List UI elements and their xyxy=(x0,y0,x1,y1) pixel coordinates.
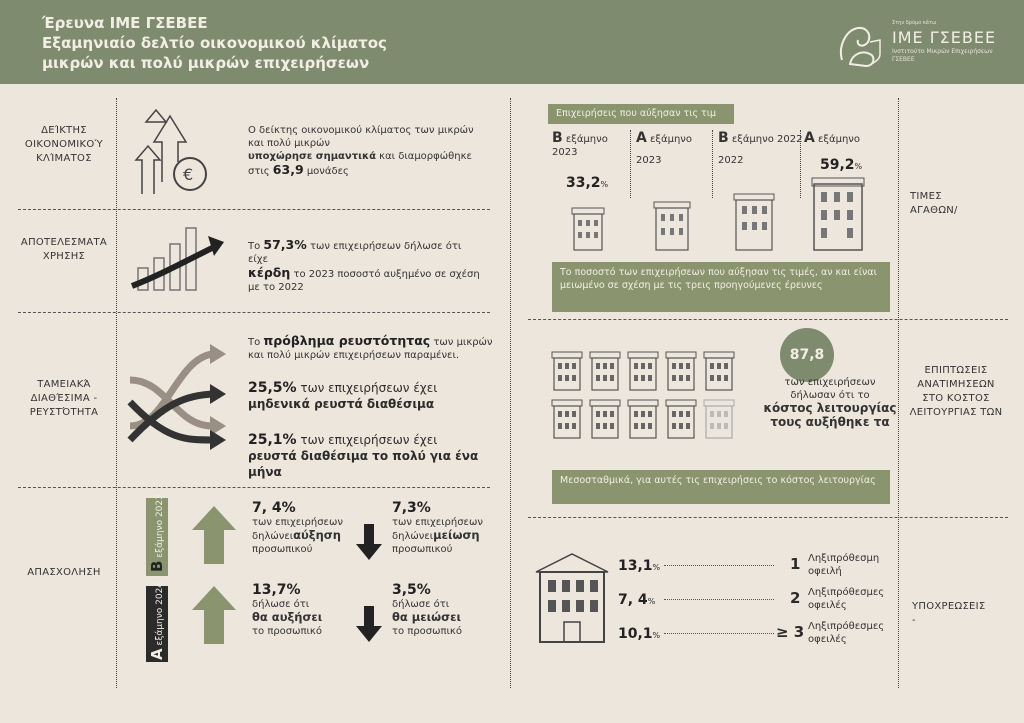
section-label-prices: ΤΙΜΕΣ ΑΓΑΘΩΝ/ xyxy=(910,191,958,216)
prices-summary-bar: Το ποσοστό των επιχειρήσεων που αύξησαν τις τιμές, αν και είναι μειωμένο σε σχέση με τις τρεις προηγούμενες έρευνες xyxy=(552,262,890,312)
title-line-1: Έρευνα ΙΜΕ ΓΣΕΒΕΕ xyxy=(42,14,208,32)
debt-row-2-value: 7, 4% xyxy=(618,592,656,608)
debt-row-2-connector xyxy=(664,599,774,600)
building-icon xyxy=(666,400,696,438)
debt-row-1-connector xyxy=(664,565,774,566)
row-divider-1 xyxy=(18,209,490,210)
price-period-b2022: Β εξάμηνο 2022 2022 xyxy=(718,130,803,166)
title-line-3: μικρών και πολύ μικρών επιχειρήσεων xyxy=(42,54,370,72)
bar-growth-arrow-icon xyxy=(128,222,228,294)
building-icon xyxy=(590,352,620,390)
left-divider-1 xyxy=(116,98,117,688)
building-icon xyxy=(704,352,734,390)
price-value-b2023: 33,2% xyxy=(566,175,609,191)
cost-text: των επιχειρήσεων δήλωσαν ότι το κόστος λειτουργίας τους αυξήθηκε τα xyxy=(763,377,897,429)
period-tag-b-2023: B εξάμηνο 2023 xyxy=(146,498,168,576)
price-value-a2022: 59,2% xyxy=(820,157,863,173)
cost-summary-bar: Μεσοσταθμικά, για αυτές τις επιχειρήσεις το κόστος λειτουργίας xyxy=(552,470,890,504)
price-period-a2023: Α εξάμηνο 2023 xyxy=(636,130,693,166)
center-divider xyxy=(510,98,511,688)
debt-row-1-count: 1 xyxy=(790,555,801,573)
lion-logo-icon xyxy=(832,20,884,70)
right-row-divider-2 xyxy=(528,517,1008,518)
logo-subtitle: Ινστιτούτο Μικρών Επιχειρήσεων ΓΣΕΒΕΕ xyxy=(892,48,993,63)
debt-row-2-count: 2 xyxy=(790,589,801,607)
building-icon xyxy=(628,400,658,438)
debt-row-2-label: Ληξιπρόθεσμες οφειλές xyxy=(808,587,885,611)
results-text: Το 57,3% των επιχειρήσεων δήλωσε ότι είχε κέρδη το 2023 ποσοστό αυξημένο σε σχέση με το 2022 xyxy=(248,237,480,293)
page-title xyxy=(42,13,387,73)
building-icon xyxy=(666,352,696,390)
logo-tagline: Στην δρόμο κάτω xyxy=(892,20,937,26)
building-icon xyxy=(704,400,734,438)
logo-name: ΙΜΕ ΓΣΕΒΕΕ xyxy=(892,28,997,47)
building-icon xyxy=(572,208,604,250)
buildings-grid-icon xyxy=(550,350,740,442)
office-building-icon xyxy=(534,552,610,644)
section-label-costs: ΕΠΙΠΤΩΣΕΙΣ ΑΝΑΤΙΜΗΣΕΩΝ ΣΤΟ ΚΟΣΤΟΣ ΛΕΙΤΟΥΡΓΙΑΣ ΤΩΝ xyxy=(909,365,1003,418)
cost-percent-badge: 87,8 xyxy=(780,328,834,382)
building-icon xyxy=(812,178,864,250)
employment-decrease-2023: 7,3% των επιχειρήσεων δηλώνειμείωση προσωπικού xyxy=(392,500,483,555)
crossing-arrows-icon xyxy=(126,340,230,460)
section-label-results: ΑΠΟΤΕΛΕΣΜΑΤΑ ΧΡΗΣΗΣ xyxy=(20,237,108,262)
section-label-liquidity: ΤΑΜΕΙΑΚΆ ΔΙΑΘΈΣΙΜΑ - ΡΕΥΣΤΌΤΗΤΑ xyxy=(29,379,99,418)
debt-row-3-label: Ληξιπρόθεσμες οφειλές xyxy=(808,621,885,645)
prices-header: Επιχειρήσεις που αύξησαν τις τιμ xyxy=(548,104,734,124)
section-label-employment: ΑΠΑΣΧΟΛΗΣΗ xyxy=(27,567,101,578)
building-icon xyxy=(552,352,582,390)
rising-arrows-euro-icon xyxy=(132,102,212,198)
climate-text: Ο δείκτης οικονομικού κλίματος των μικρών και πολύ μικρών υποχώρησε σημαντικά και διαμορφώθηκε στις 63,9 μονάδες xyxy=(248,125,474,177)
building-icon xyxy=(654,202,690,250)
svg-text:€: € xyxy=(183,165,194,184)
arrow-up-icon xyxy=(192,586,236,644)
building-icon xyxy=(628,352,658,390)
employment-increase-2024: 13,7% δήλωσε ότι θα αυξήσει το προσωπικό xyxy=(252,582,323,637)
section-label-climate: ΔΕΊΚΤΗΣ ΟΙΚΟΝΟΜΙΚΟΎ ΚΛΊΜΑΤΟΣ xyxy=(24,125,104,164)
right-row-divider-1 xyxy=(528,319,1008,320)
arrow-up-icon xyxy=(192,506,236,564)
employment-decrease-2024: 3,5% δήλωσε ότι θα μειώσει το προσωπικό xyxy=(392,582,462,637)
section-label-debts: ΥΠΟΧΡΕΩΣΕΙΣ - xyxy=(912,601,986,626)
title-line-2: Εξαμηνιαίο δελτίο οικονομικού κλίματος xyxy=(42,34,387,52)
employment-increase-2023: 7, 4% των επιχειρήσεων δηλώνειαύξηση προσωπικού xyxy=(252,500,343,555)
debt-row-1-label: Ληξιπρόθεσμη οφειλή xyxy=(808,553,880,577)
liquidity-one-month: 25,1% των επιχειρήσεων έχει ρευστά διαθέσιμα το πολύ για ένα μήνα xyxy=(248,432,479,479)
building-icon xyxy=(552,400,582,438)
price-period-b2023: Β εξάμηνο 2023 xyxy=(552,130,608,158)
debt-row-3-value: 10,1% xyxy=(618,626,661,642)
debt-row-3-count: ≥ 3 xyxy=(776,623,805,641)
growing-buildings-icon xyxy=(566,176,876,252)
debt-row-3-connector xyxy=(664,633,774,634)
price-period-a2022: Α εξάμηνο xyxy=(804,130,861,146)
building-icon xyxy=(734,194,774,250)
period-tag-a-2024: A εξάμηνο 2024 xyxy=(148,581,166,660)
debt-row-1-value: 13,1% xyxy=(618,558,661,574)
building-icon xyxy=(590,400,620,438)
row-divider-2 xyxy=(18,312,490,313)
ime-gsevee-logo xyxy=(832,18,1002,72)
row-divider-3 xyxy=(18,487,490,488)
liquidity-intro: Το πρόβλημα ρευστότητας των μικρών και πολύ μικρών επιχειρήσεων παραμένει. xyxy=(248,333,493,361)
liquidity-zero: 25,5% των επιχειρήσεων έχει μηδενικά ρευστά διαθέσιμα xyxy=(248,380,438,411)
